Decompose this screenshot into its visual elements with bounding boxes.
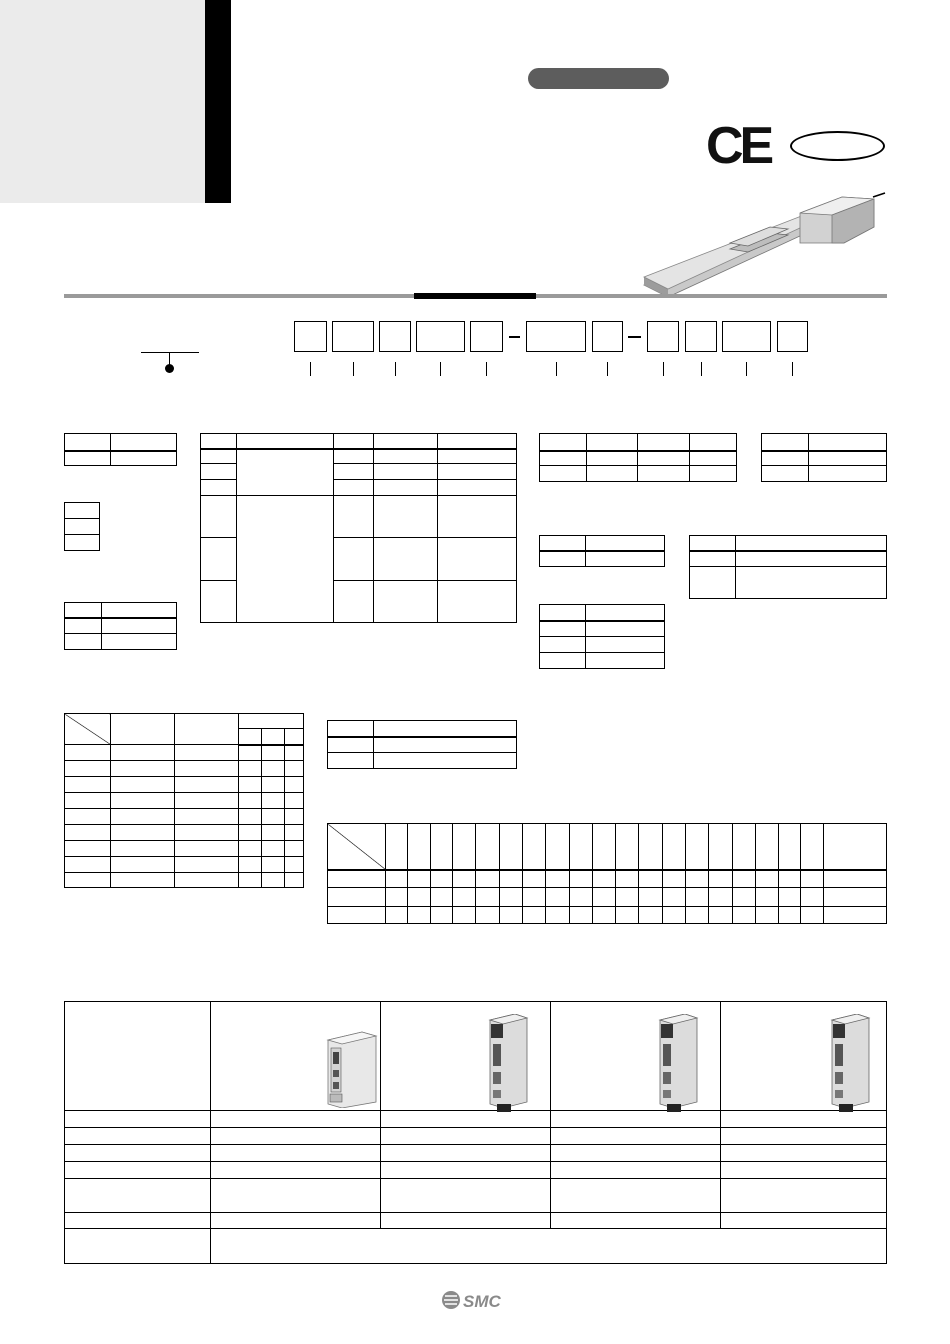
- code-box-9: [685, 321, 717, 352]
- code-dash-1: [509, 336, 520, 338]
- black-side-tab: [205, 0, 231, 203]
- certification-oval: [790, 131, 885, 161]
- code-tick-7: [607, 362, 608, 376]
- code-tick-2: [353, 362, 354, 376]
- code-tick-8: [663, 362, 664, 376]
- series-pill-label: [528, 68, 669, 89]
- applicable-stroke-table: [327, 823, 887, 924]
- corner-grey-block: [0, 0, 205, 203]
- code-box-2: [332, 321, 374, 352]
- driver-spec-table: [64, 1001, 887, 1264]
- driver-image-compact: [324, 1030, 378, 1108]
- code-bracket-dot: [165, 364, 174, 373]
- code-box-3: [379, 321, 411, 352]
- code-tick-10: [746, 362, 747, 376]
- driver-image-2: [657, 1014, 699, 1114]
- code-box-11: [777, 321, 808, 352]
- svg-text:SMC: SMC: [463, 1292, 501, 1311]
- code-tick-11: [792, 362, 793, 376]
- size-table: [64, 433, 177, 466]
- code-tick-3: [395, 362, 396, 376]
- compatibility-table: [64, 713, 304, 888]
- stroke-table: [539, 433, 737, 482]
- code-box-8: [647, 321, 679, 352]
- code-dash-2: [628, 336, 641, 338]
- option-table: [761, 433, 887, 482]
- code-box-1: [294, 321, 327, 352]
- code-tick-1: [310, 362, 311, 376]
- cable-length-table: [539, 604, 665, 669]
- driver-type-table: [689, 535, 887, 599]
- code-box-7: [592, 321, 623, 352]
- code-box-6: [526, 321, 586, 352]
- code-tick-5: [486, 362, 487, 376]
- code-tick-6: [556, 362, 557, 376]
- mounting-table: [64, 602, 177, 650]
- lead-table: [200, 433, 517, 623]
- code-box-10: [722, 321, 771, 352]
- code-bracket-line: [141, 352, 199, 353]
- driver-image-3: [829, 1014, 871, 1114]
- code-tick-9: [701, 362, 702, 376]
- ce-mark: CE: [706, 117, 771, 175]
- driver-image-1: [487, 1014, 529, 1114]
- code-box-5: [470, 321, 503, 352]
- smc-logo: [441, 1288, 511, 1312]
- code-box-4: [416, 321, 465, 352]
- product-image: [630, 185, 890, 300]
- cable-type-table: [539, 535, 665, 567]
- code-tick-4: [440, 362, 441, 376]
- header-rule-accent: [414, 293, 536, 299]
- motor-table: [64, 502, 100, 551]
- io-cable-table: [327, 720, 517, 769]
